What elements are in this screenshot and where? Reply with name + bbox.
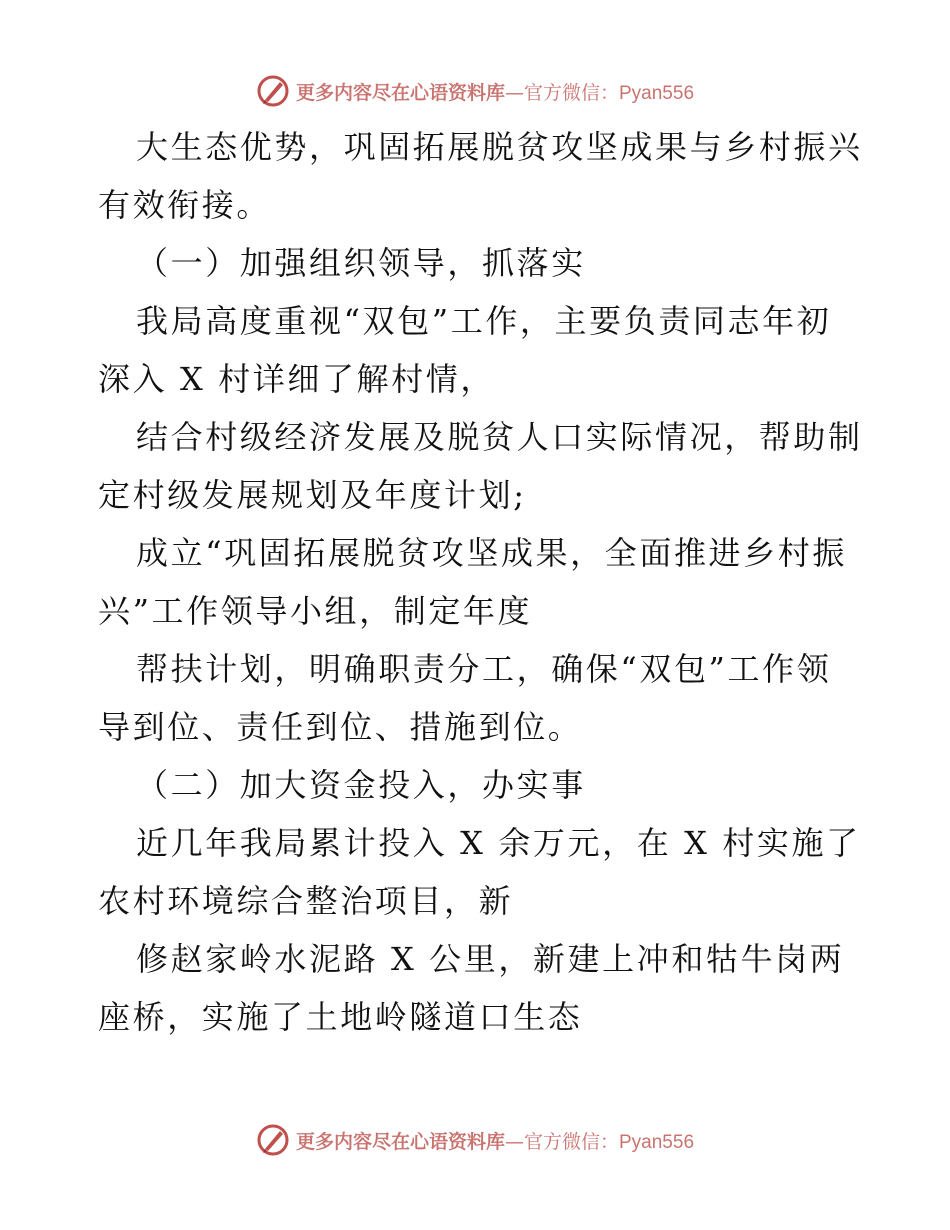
text-line: 我局高度重视“双包”工作，主要负责同志年初 [136,302,832,340]
text-line: 成立“巩固拓展脱贫攻坚成果，全面推进乡村振 [136,534,847,572]
text-line: 帮扶计划，明确职责分工，确保“双包”工作领 [136,650,832,688]
watermark-sub: 官方微信： [523,1130,619,1153]
footer-watermark [0,1120,950,1160]
text-line: 结合村级经济发展及脱贫人口实际情况，帮助制 [136,418,863,456]
text-line: 有效衔接。 [98,186,272,224]
watermark-text [296,1127,694,1154]
text-line: 导到位、责任到位、措施到位。 [98,708,583,746]
watermark-main: 更多内容尽在心语资料库 [295,1130,505,1153]
watermark-dash: — [504,1130,524,1153]
watermark-text [296,78,694,105]
watermark-dash: — [504,81,524,104]
text-line: 深入 X 村详细了解村情， [98,360,495,398]
text-line: 兴”工作领导小组，制定年度 [98,592,533,630]
header-watermark [0,71,950,111]
section-heading: （二）加大资金投入，办实事 [136,766,586,804]
section-heading: （一）加强组织领导，抓落实 [136,244,586,282]
watermark-main: 更多内容尽在心语资料库 [295,81,505,104]
watermark-wechat-id: Pyan556 [619,1131,695,1153]
quill-logo-icon [256,74,290,108]
text-line: 近几年我局累计投入 X 余万元，在 X 村实施了 [136,824,861,862]
text-line: 修赵家岭水泥路 X 公里，新建上冲和牯牛岗两 [136,940,845,978]
quill-logo-icon [256,1123,290,1157]
text-line: 大生态优势，巩固拓展脱贫攻坚成果与乡村振兴 [136,128,863,166]
watermark-wechat-id: Pyan556 [619,82,695,104]
watermark-sub: 官方微信： [523,81,619,104]
text-line: 定村级发展规划及年度计划; [98,476,527,514]
text-line: 农村环境综合整治项目，新 [98,882,514,920]
text-line: 座桥，实施了土地岭隧道口生态 [98,998,583,1036]
